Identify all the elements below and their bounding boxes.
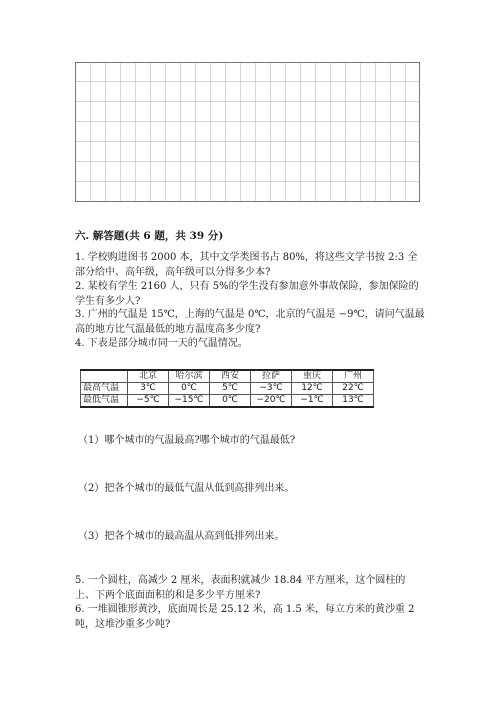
question-3: 3. 广州的气温是 15℃，上海的气温是 0℃，北京的气温是 −9℃，请问气温最高的地方比气温最低的地方温度高多少度? bbox=[75, 309, 425, 335]
table-row bbox=[81, 395, 374, 408]
table-cell: −3℃ bbox=[251, 383, 292, 395]
table-cell: 0℃ bbox=[169, 383, 210, 395]
city-header: 哈尔滨 bbox=[169, 370, 210, 383]
table-cell: −20℃ bbox=[251, 395, 292, 408]
row-label: 最低气温 bbox=[81, 395, 128, 408]
table-cell: 3℃ bbox=[128, 383, 169, 395]
table-row bbox=[81, 383, 374, 395]
table-cell: 5℃ bbox=[210, 383, 251, 395]
table-cell: 12℃ bbox=[292, 383, 333, 395]
table-cell: −5℃ bbox=[128, 395, 169, 408]
city-header: 北京 bbox=[128, 370, 169, 383]
table-cell: 0℃ bbox=[210, 395, 251, 408]
section-title: 六. 解答题(共 6 题，共 39 分) bbox=[75, 230, 224, 242]
table-header-row bbox=[81, 370, 374, 383]
city-header: 拉萨 bbox=[251, 370, 292, 383]
table-cell: −15℃ bbox=[169, 395, 210, 408]
city-header: 重庆 bbox=[292, 370, 333, 383]
question-1: 1. 学校购进图书 2000 本，其中文学类图书占 80%，将这些文学书按 2:3 全部分给中、高年级，高年级可以分得多少本? bbox=[75, 252, 418, 278]
question-4: 4. 下表是部分城市同一天的气温情况。 bbox=[75, 338, 248, 349]
city-header: 广州 bbox=[333, 370, 374, 383]
table-corner-cell bbox=[81, 370, 128, 383]
question-5: 5. 一个圆柱，高减少 2 厘米，表面积就减少 18.84 平方厘米，这个圆柱的上、下两个底面面积的和是多少平方厘米? bbox=[75, 575, 406, 601]
subquestion-1: （1）哪个城市的气温最高?哪个城市的气温最低? bbox=[78, 435, 296, 446]
city-header: 西安 bbox=[210, 370, 251, 383]
question-6: 6. 一堆圆锥形黄沙，底面周长是 25.12 米，高 1.5 米，每立方米的黄沙重 2 吨，这堆沙重多少吨? bbox=[75, 604, 415, 630]
subquestion-2: （2）把各个城市的最低气温从低到高排列出来。 bbox=[78, 483, 295, 494]
table-cell: 22℃ bbox=[333, 383, 374, 395]
question-2: 2. 某校有学生 2160 人，只有 5%的学生没有参加意外事故保险，参加保险的学生有多少人? bbox=[75, 281, 419, 307]
answer-grid bbox=[75, 62, 420, 202]
subquestion-3: （3）把各个城市的最高温从高到低排列出来。 bbox=[78, 531, 285, 542]
weather-table bbox=[80, 369, 374, 408]
table-cell: −1℃ bbox=[292, 395, 333, 408]
table-cell: 13℃ bbox=[333, 395, 374, 408]
row-label: 最高气温 bbox=[81, 383, 128, 395]
